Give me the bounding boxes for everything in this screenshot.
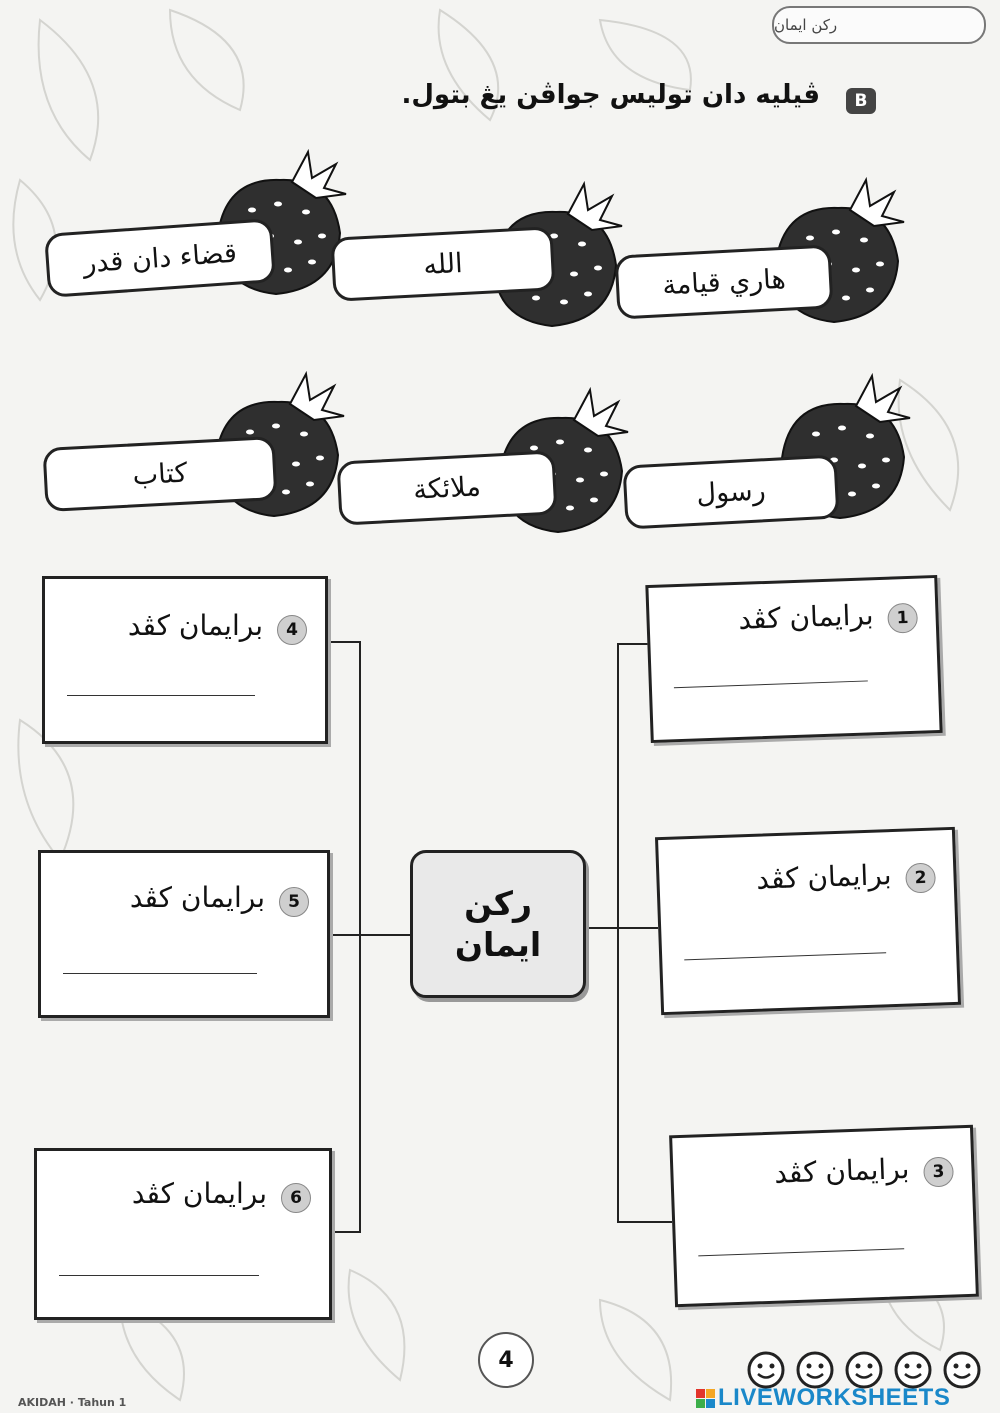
word-option-label: كتاب [131,457,189,491]
book-label: AKIDAH · Tahun 1 [18,1396,127,1409]
brand-name: LIVEWORKSHEETS [718,1384,951,1411]
answer-line-3[interactable] [698,1248,904,1256]
liveworksheets-logo [696,1384,950,1412]
answer-box-1 [645,575,942,743]
liveworksheets-mark-icon [696,1389,715,1408]
question-number: 4 [277,615,307,645]
question-number: 3 [923,1156,954,1187]
answer-box-6 [34,1148,332,1320]
answer-line-4[interactable] [67,695,255,696]
question-prompt: برايمان كڤد [755,858,893,896]
answer-line-5[interactable] [63,973,257,974]
question-number: 1 [887,603,918,634]
word-option-label: رسول [695,474,767,510]
question-prompt: برايمان كڤد [737,598,875,636]
section-badge: B [846,88,876,114]
question-prompt: برايمان كڤد [131,1177,267,1210]
question-number: 2 [905,863,936,894]
topic-tab-label: ركن ايمان [774,16,838,34]
answer-line-2[interactable] [684,952,886,960]
answer-line-6[interactable] [59,1275,259,1276]
question-number: 5 [279,887,309,917]
question-number: 6 [281,1183,311,1213]
word-option-label: هاري قيامة [661,263,787,301]
word-option-label: ملائكة [412,470,482,506]
answer-box-3 [669,1125,979,1308]
word-option-label: قضاء دان قدر [82,237,238,279]
page-number: 4 [478,1332,534,1388]
answer-box-2 [655,827,961,1015]
center-title-line-1: ركن [464,883,532,923]
answer-box-4 [42,576,328,744]
question-prompt: برايمان كڤد [127,609,263,642]
answer-box-5 [38,850,330,1018]
center-title-line-2: ايمان [454,925,542,964]
question-prompt: برايمان كڤد [773,1152,910,1190]
question-prompt: برايمان كڤد [129,881,265,914]
word-option-label: الله [422,247,464,281]
answer-line-1[interactable] [674,680,868,688]
center-concept-box [410,850,586,998]
instruction-text: ڤيليه دان توليس جواڤن يڠ بتول. [401,80,820,110]
